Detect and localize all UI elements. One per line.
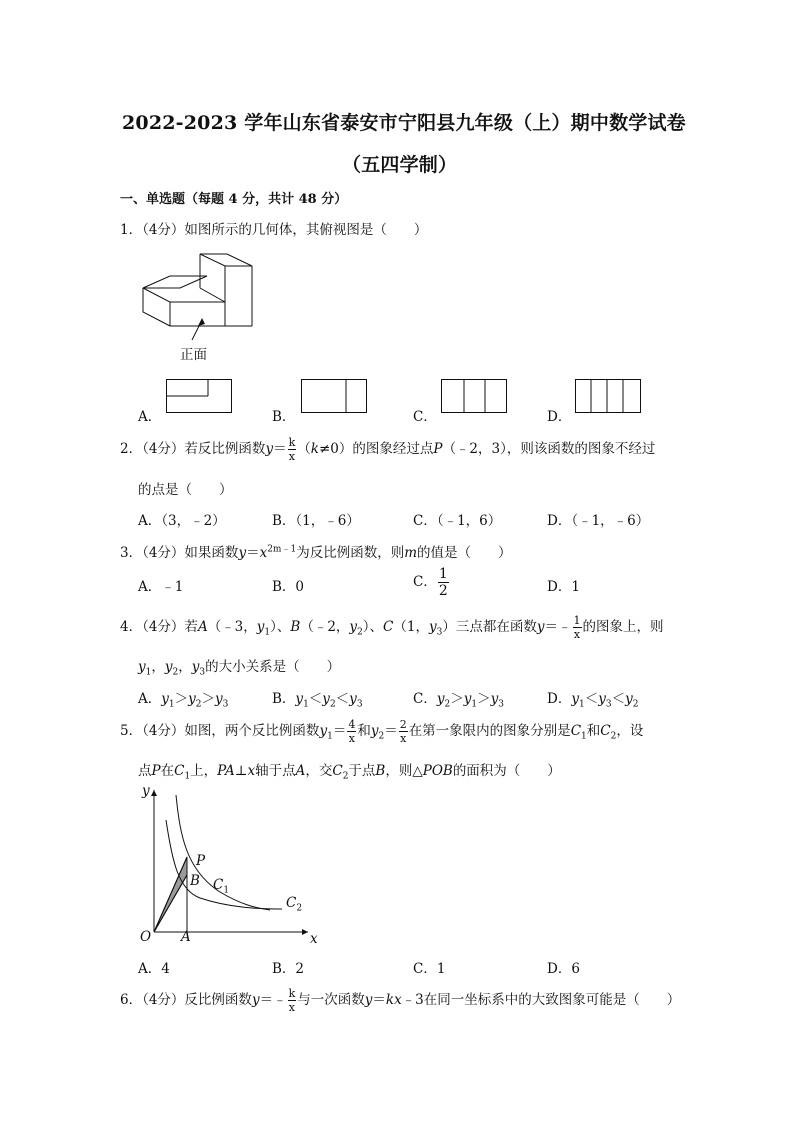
q5-l2-c: 上， — [190, 763, 218, 779]
q4-d-t1: y — [571, 691, 579, 707]
q5-fig-o: O — [140, 929, 152, 945]
q2-var-y: y — [265, 441, 274, 457]
exam-title-line1: 2022-2023 学年山东省泰安市宁阳县九年级（上）期中数学试卷 — [122, 112, 686, 134]
q4-c-t2: y — [463, 691, 472, 707]
q5-fig-c2: C — [286, 895, 297, 911]
q3-option-c-label: C． — [413, 574, 437, 590]
q4-option-b — [272, 687, 363, 710]
q6-fraction — [288, 988, 297, 1013]
q3-c-num: 1 — [438, 566, 448, 582]
q4-b-op2: ＜ — [335, 691, 350, 707]
q1-front-label: 正面 — [180, 347, 207, 363]
q5-fig-o-label — [140, 929, 151, 945]
q4-b-t1: y — [295, 691, 304, 707]
q4-d-t2: y — [598, 691, 606, 707]
q4-a-s2: 2 — [195, 699, 202, 710]
q5-l2-b-pt: B — [375, 763, 386, 779]
q5-and: 和 — [357, 723, 371, 739]
q4-b-s2: 2 — [329, 699, 336, 710]
q1-option-d-figure — [575, 379, 641, 413]
q5-fraction-2 — [399, 719, 408, 744]
q3-c-den: 2 — [438, 583, 448, 599]
q5-option-c: C．1 — [413, 961, 446, 977]
q5-l2-c1: C — [174, 763, 185, 779]
q5-graph — [130, 780, 330, 950]
q4-a-s1: 1 — [168, 699, 175, 710]
q4-b-s1: 1 — [303, 699, 309, 710]
q4-a-op1: ＞ — [174, 691, 189, 707]
q2-cond-open: （ — [297, 441, 311, 457]
q3-prefix: 3．（4分）如果函数 — [120, 545, 239, 561]
q5-f1-num: 4 — [348, 718, 356, 731]
q5-l2-c2-sub: 2 — [342, 771, 349, 782]
q5-option-b: B．2 — [272, 961, 305, 977]
q5-l2-c1-sub: 1 — [184, 771, 191, 782]
q2-cond-close: ≠0）的图象经过点 — [318, 441, 434, 457]
q5-l2-i: 的面积为（ ） — [452, 763, 561, 779]
q4-y2-sub: 2 — [357, 627, 363, 638]
q4-b-coords: （﹣2， — [300, 619, 350, 635]
q4-c-t3: y — [490, 691, 499, 707]
q5-fig-b: B — [190, 873, 200, 889]
q5-c2-sub: 2 — [610, 731, 617, 742]
q4-a-t2: y — [188, 691, 196, 707]
q5-eq1: ＝ — [332, 723, 347, 739]
q2-option-c: C．（﹣1，6） — [413, 513, 502, 529]
q3-var-x: x — [259, 545, 268, 561]
q4-prefix: 4．（4分）若 — [120, 619, 198, 635]
q6-mid: 与一次函数 — [297, 992, 365, 1008]
q5-y2-sub: 2 — [378, 731, 385, 742]
q4-c-s1: 2 — [444, 699, 451, 710]
q5-y1-sub: 1 — [327, 731, 333, 742]
q5-l2-d: ⊥ — [234, 763, 248, 779]
q6-eq: ＝﹣ — [259, 992, 287, 1008]
q4-c-op1: ＞ — [450, 691, 464, 707]
q5-l2-c2: C — [332, 763, 343, 779]
q3-option-c — [413, 567, 450, 598]
q4-d-op1: ＜ — [584, 691, 599, 707]
q3-eq: ＝ — [246, 545, 260, 561]
q4-c-s3: 3 — [498, 699, 504, 710]
q5-l2-a: 点 — [138, 763, 152, 779]
q6-var-y: y — [251, 992, 260, 1008]
q3-var-m: m — [404, 545, 418, 561]
q6-eq2: ＝ — [372, 992, 386, 1008]
q5-c1-sub: 1 — [581, 731, 587, 742]
q6-rest: ﹣3在同一坐标系中的大致图象可能是（ ） — [401, 992, 681, 1008]
q4-option-c — [413, 687, 504, 710]
q4-point-c: C — [383, 619, 394, 635]
q2-fraction — [288, 437, 297, 462]
q5-l2-b: 在 — [160, 763, 175, 779]
q4-point-a: A — [197, 619, 208, 635]
q5-fig-p: P — [196, 853, 206, 869]
exam-title-line2: （五四学制） — [342, 154, 458, 176]
q4-b-s3: 3 — [356, 699, 363, 710]
q1-option-b-label: B． — [272, 409, 296, 425]
q4-a-t3: y — [215, 691, 223, 707]
q4-c-s2: 1 — [471, 699, 478, 710]
question-4-stem — [120, 615, 664, 640]
q4-l2-y1-sub: 1 — [145, 667, 152, 678]
q5-f2-den: x — [400, 732, 407, 745]
q2-cond-k: k — [310, 441, 319, 457]
q5-c2: C — [600, 723, 611, 739]
q4-a-t1: y — [161, 691, 169, 707]
q4-sep2: ）、 — [362, 619, 384, 635]
q5-l2-h: ，则△ — [385, 763, 423, 779]
q3-var-y: y — [238, 545, 247, 561]
q5-fig-b-label — [190, 873, 200, 889]
q3-exponent: 2m﹣1 — [267, 544, 297, 555]
q1-option-d-label: D． — [547, 409, 572, 425]
q5-f1-den: x — [348, 732, 355, 745]
q1-option-c-figure — [441, 379, 507, 413]
q5-l2-e: 轴于点 — [255, 763, 296, 779]
q1-option-c-label: C． — [413, 409, 437, 425]
q1-option-b-figure — [301, 379, 367, 413]
q4-b-t2: y — [322, 691, 330, 707]
q5-option-d: D．6 — [547, 961, 580, 977]
q4-y1-sub: 1 — [264, 627, 271, 638]
q5-y2: y — [370, 723, 379, 739]
q4-l2-y3: y — [191, 659, 200, 675]
q5-fig-x: x — [310, 931, 318, 947]
q4-c-t1: y — [436, 691, 445, 707]
q5-f2-num: 2 — [399, 718, 407, 731]
q4-d-label: D． — [547, 691, 572, 707]
q2-eq: ＝ — [273, 441, 287, 457]
q1-solid-figure — [140, 248, 260, 338]
q5-mid: 在第一象限内的图象分别是 — [408, 723, 571, 739]
q3-rest: 的值是（ ） — [417, 545, 512, 561]
q5-fig-c1-label — [213, 877, 229, 896]
q5-c1: C — [570, 723, 582, 739]
q4-c-op2: ＞ — [477, 691, 491, 707]
q2-option-d: D．（﹣1，﹣6） — [547, 513, 650, 529]
q1-option-a-figure — [166, 379, 232, 413]
q5-l2-f: ，交 — [305, 763, 333, 779]
q4-d-op2: ＜ — [611, 691, 626, 707]
q5-fig-a-label — [181, 929, 191, 945]
q2-frac-den: x — [288, 450, 296, 463]
q5-fig-x-label — [310, 931, 318, 947]
q4-option-d — [547, 687, 638, 710]
question-2-stem — [120, 437, 655, 462]
q4-l2-y2-sub: 2 — [172, 667, 179, 678]
q3-option-a: A．﹣1 — [138, 579, 184, 595]
q4-a-coords: （﹣3， — [207, 619, 257, 635]
q4-tail: ）三点都在函数 — [442, 619, 537, 635]
q3-mid: 为反比例函数，则 — [296, 545, 405, 561]
q4-a-op2: ＞ — [201, 691, 215, 707]
q4-frac-den: x — [573, 628, 581, 641]
question-2-line2: 的点是（ ） — [138, 482, 233, 498]
q4-sep1: ）、 — [270, 619, 291, 635]
question-5-stem — [120, 719, 643, 744]
q4-y3-sub: 3 — [436, 627, 443, 638]
q6-var-y2: y — [364, 992, 373, 1008]
q4-l2-y3-sub: 3 — [199, 667, 206, 678]
q5-tail: ，设 — [616, 723, 644, 739]
q4-y3: y — [428, 619, 437, 635]
q2-option-b: B．（1，﹣6） — [272, 513, 360, 529]
q4-l2-y1: y — [138, 659, 146, 675]
question-4-line2: $y_1$，$y_2$，$y_3$的大小关系是（ ） — [138, 659, 341, 678]
q3-option-d: D．1 — [547, 579, 580, 595]
section-heading: 一、单选题（每题 4 分，共计 48 分） — [120, 192, 348, 207]
q4-rest: 的图象上，则 — [582, 619, 664, 635]
q4-l2-tail: 的大小关系是（ ） — [205, 659, 341, 675]
question-1-stem: 1．（4分）如图所示的几何体，其俯视图是（ ） — [120, 222, 428, 238]
q4-option-a — [138, 687, 228, 710]
q5-l2-pob: POB — [422, 763, 453, 779]
q5-prefix: 5．（4分）如图，两个反比例函数 — [120, 723, 320, 739]
q5-l2-x: x — [247, 763, 256, 779]
q6-frac-num: k — [288, 987, 296, 1000]
q4-fraction — [573, 615, 582, 640]
q2-rest: （﹣2，3），则该函数的图象不经过 — [442, 441, 656, 457]
q5-l2-pa: PA — [217, 763, 235, 779]
q4-b-op1: ＜ — [308, 691, 323, 707]
q2-frac-num: k — [288, 436, 296, 449]
q5-l2-p: P — [151, 763, 161, 779]
q5-option-a: A．4 — [138, 961, 170, 977]
q5-eq2: ＝ — [384, 723, 398, 739]
q4-d-s3: 2 — [632, 699, 639, 710]
q4-y2: y — [349, 619, 358, 635]
q6-prefix: 6．（4分）反比例函数 — [120, 992, 252, 1008]
question-6-stem — [120, 988, 680, 1013]
q5-fig-p-label — [196, 853, 205, 869]
q5-fig-y: y — [142, 783, 150, 799]
q5-fig-c2-sub: 2 — [296, 903, 303, 914]
q4-point-b: B — [290, 619, 301, 635]
q3-option-c-fraction — [438, 567, 449, 598]
q4-a-label: A． — [138, 691, 162, 707]
q4-y1: y — [256, 619, 265, 635]
q4-c-label: C． — [413, 691, 437, 707]
q1-option-a-label: A． — [138, 409, 162, 425]
q4-fn-eq: ＝﹣ — [544, 619, 572, 635]
q2-point-p: P — [433, 441, 443, 457]
q5-l2-a-pt: A — [295, 763, 306, 779]
q4-d-t3: y — [625, 691, 633, 707]
q5-fig-a: A — [181, 929, 191, 945]
q5-fig-y-label — [142, 783, 150, 799]
q3-option-b: B．0 — [272, 579, 305, 595]
q2-prefix: 2．（4分）若反比例函数 — [120, 441, 266, 457]
q5-fig-c1-sub: 1 — [223, 885, 230, 896]
q5-l2-g: 于点 — [348, 763, 376, 779]
q5-fig-c1: C — [213, 877, 224, 893]
q4-b-t3: y — [349, 691, 357, 707]
q5-fraction-1 — [347, 719, 356, 744]
q4-fn-y: y — [536, 619, 545, 635]
q4-c-coords: （1， — [393, 619, 429, 635]
q4-b-label: B． — [272, 691, 296, 707]
q4-d-s2: 3 — [605, 699, 612, 710]
question-5-line2 — [138, 759, 561, 782]
q5-fig-c2-label — [286, 895, 302, 914]
q6-kx: kx — [385, 992, 402, 1008]
q4-frac-num: 1 — [573, 614, 581, 627]
q4-d-s1: 1 — [578, 699, 585, 710]
q5-y1: y — [319, 723, 328, 739]
q2-option-a: A．（3，﹣2） — [138, 513, 226, 529]
question-3-stem — [120, 541, 512, 561]
q6-frac-den: x — [288, 1001, 296, 1014]
q5-and2: 和 — [586, 723, 601, 739]
q4-a-s3: 3 — [222, 699, 229, 710]
q4-l2-y2: y — [164, 659, 173, 675]
